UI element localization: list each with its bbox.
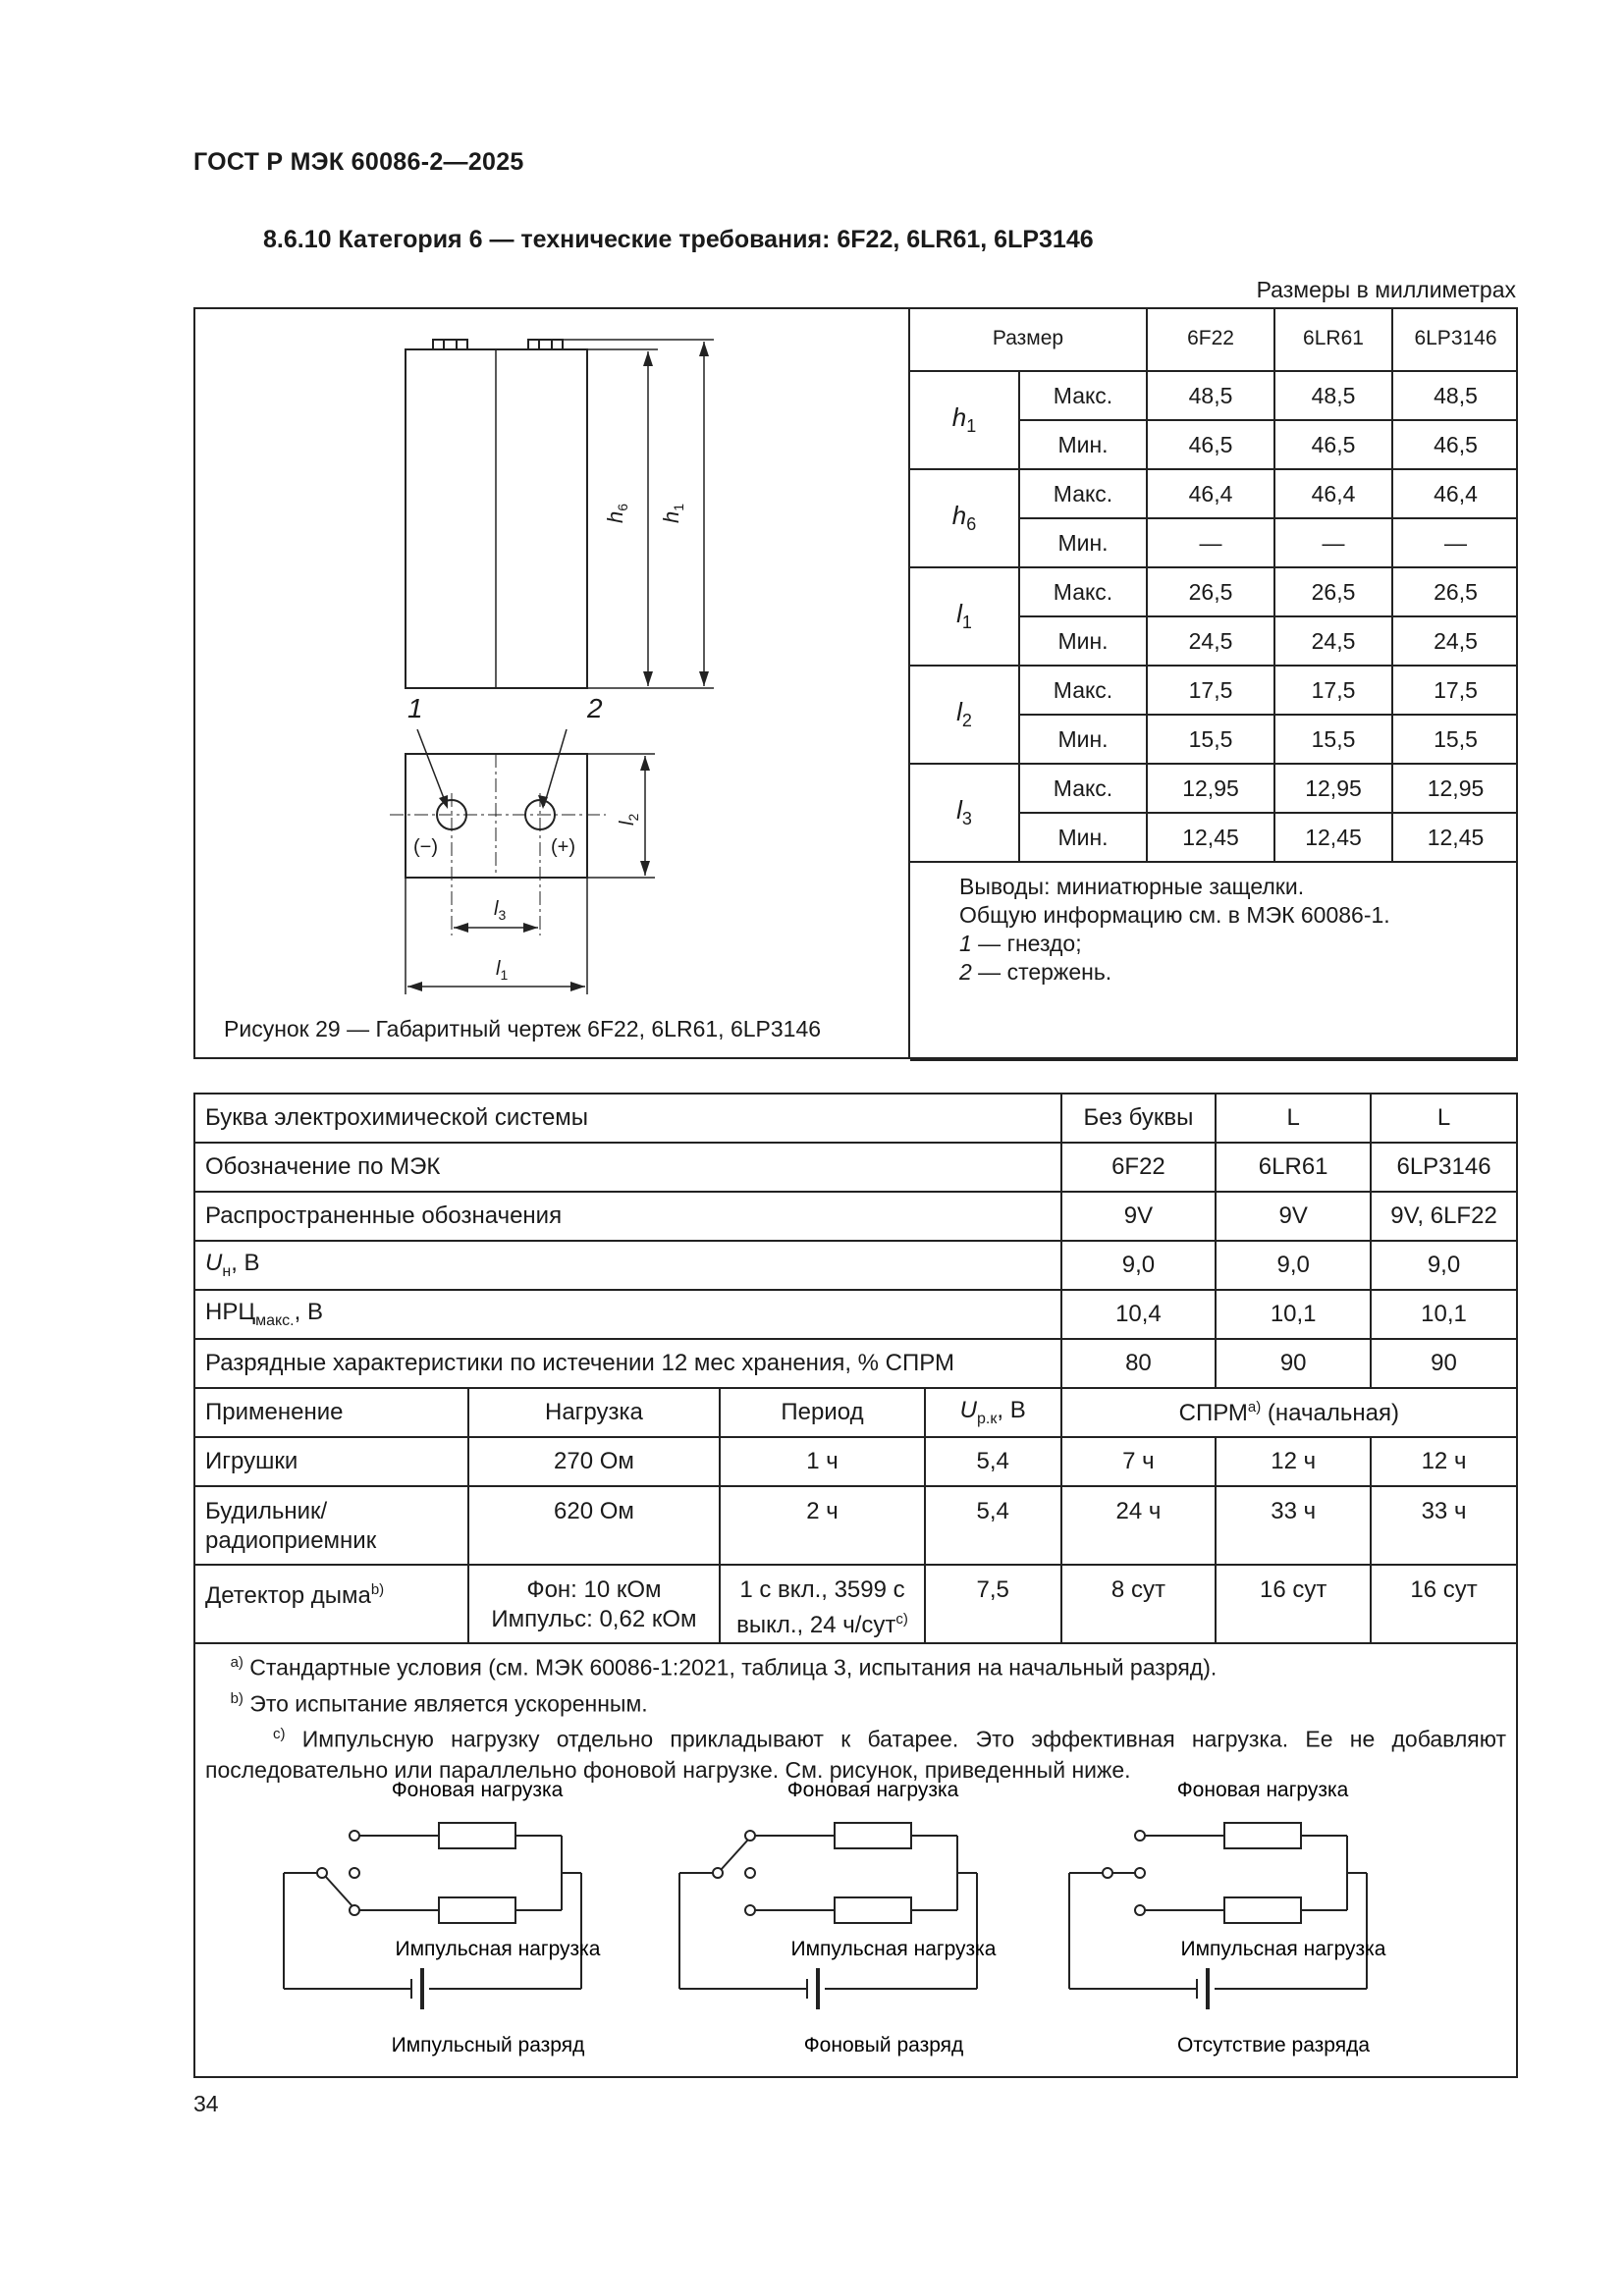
- dims-label-min: Мин.: [1019, 420, 1147, 469]
- value-cell: 9,0: [1216, 1241, 1371, 1290]
- dims-label-max: Макс.: [1019, 469, 1147, 518]
- dims-row-l1-max: [910, 567, 1518, 616]
- label-h1: $h_1$: [659, 503, 686, 523]
- application-alarm-clock: Будильник/ радиоприемник: [194, 1486, 468, 1565]
- dims-cell: 46,4: [1147, 469, 1274, 518]
- value-cell: 9V: [1061, 1192, 1217, 1241]
- sprm-cell: 12 ч: [1371, 1437, 1517, 1486]
- label-terminal-1: 1: [407, 693, 423, 723]
- value-cell: 10,1: [1371, 1290, 1517, 1339]
- row-subheader: [194, 1388, 1517, 1437]
- dims-cell: 24,5: [1274, 616, 1392, 666]
- circuit-diagrams: [193, 1767, 1518, 2071]
- value-cell: Без буквы: [1061, 1094, 1217, 1143]
- value-cell: L: [1216, 1094, 1371, 1143]
- circuit-1-pulse-label: Импульсная нагрузка: [395, 1938, 601, 1960]
- circuit-pulse-discharge: [284, 1779, 601, 2056]
- sprm-cell: 16 сут: [1216, 1565, 1371, 1643]
- units-note: Размеры в миллиметрах: [1256, 277, 1516, 302]
- dims-symbol-l3: $l_3$: [910, 764, 1019, 862]
- value-cell: 6LP3146: [1371, 1143, 1517, 1192]
- dims-header-6lr61: 6LR61: [1274, 307, 1392, 371]
- dims-cell: 15,5: [1392, 715, 1518, 764]
- value-cell: 6F22: [1061, 1143, 1217, 1192]
- dims-header-6f22: 6F22: [1147, 307, 1274, 371]
- circuit-no-discharge: [1069, 1779, 1386, 2056]
- dims-cell: 12,45: [1274, 813, 1392, 862]
- value-cell: L: [1371, 1094, 1517, 1143]
- circuit-3-background-label: Фоновая нагрузка: [1176, 1779, 1349, 1801]
- dims-cell: 46,4: [1392, 469, 1518, 518]
- sprm-cell: 12 ч: [1216, 1437, 1371, 1486]
- label-electrochemical-letter: Буква электрохимической системы: [194, 1094, 1061, 1143]
- load-cell: Фон: 10 кОм Импульс: 0,62 кОм: [468, 1565, 721, 1643]
- value-cell: 10,1: [1216, 1290, 1371, 1339]
- dims-row-h1-max: [910, 371, 1518, 420]
- label-l3: $l_3$: [494, 898, 507, 923]
- circuit-2-pulse-label: Импульсная нагрузка: [790, 1938, 997, 1960]
- voltage-cell: 7,5: [925, 1565, 1061, 1643]
- dims-cell: 48,5: [1274, 371, 1392, 420]
- load-cell: 270 Ом: [468, 1437, 721, 1486]
- value-cell: 6LR61: [1216, 1143, 1371, 1192]
- value-cell: 9V, 6LF22: [1371, 1192, 1517, 1241]
- circuit-3-caption: Отсутствие разряда: [1176, 2034, 1371, 2056]
- sprm-cell: 24 ч: [1061, 1486, 1217, 1565]
- dims-cell: 12,45: [1147, 813, 1274, 862]
- dims-cell: 26,5: [1274, 567, 1392, 616]
- dims-cell: 12,95: [1147, 764, 1274, 813]
- dims-cell: 17,5: [1392, 666, 1518, 715]
- period-cell: 2 ч: [720, 1486, 925, 1565]
- dims-header-6lp3146: 6LP3146: [1392, 307, 1518, 371]
- period-cell: 1 ч: [720, 1437, 925, 1486]
- row-smoke-detector: [194, 1565, 1517, 1643]
- specification-table: [193, 1093, 1518, 1644]
- dims-cell: 12,45: [1392, 813, 1518, 862]
- label-max-ocv: $НРЦ_{макс.}$, В: [194, 1290, 1061, 1339]
- footnote-a: $^{а)}$ Стандартные условия (см. МЭК 60086-1:2021, таблица 3, испытания на начальный разряд).: [230, 1654, 1218, 1681]
- value-cell: 9,0: [1371, 1241, 1517, 1290]
- dims-cell: 17,5: [1147, 666, 1274, 715]
- sprm-cell: 16 сут: [1371, 1565, 1517, 1643]
- row-storage-discharge: [194, 1339, 1517, 1388]
- dims-cell: 46,5: [1274, 420, 1392, 469]
- value-cell: 9V: [1216, 1192, 1371, 1241]
- notes-line-general: Общую информацию см. в МЭК 60086-1.: [959, 902, 1390, 928]
- dimension-drawing: [193, 307, 910, 1059]
- doc-header: ГОСТ Р МЭК 60086-2—2025: [193, 148, 524, 176]
- dims-cell: 48,5: [1392, 371, 1518, 420]
- dims-header-size: Размер: [910, 307, 1147, 371]
- circuit-2-caption: Фоновый разряд: [803, 2034, 964, 2056]
- value-cell: 90: [1216, 1339, 1371, 1388]
- dims-symbol-l1: $l_1$: [910, 567, 1019, 666]
- dims-cell: 46,4: [1274, 469, 1392, 518]
- section-title: 8.6.10 Категория 6 — технические требования: 6F22, 6LR61, 6LP3146: [263, 226, 1094, 253]
- row-max-ocv: [194, 1290, 1517, 1339]
- label-h6: $h_6$: [603, 503, 630, 523]
- circuit-1-background-label: Фоновая нагрузка: [391, 1779, 564, 1801]
- dims-cell: 46,5: [1147, 420, 1274, 469]
- dims-label-max: Макс.: [1019, 764, 1147, 813]
- dims-cell: —: [1147, 518, 1274, 567]
- dims-cell: 26,5: [1147, 567, 1274, 616]
- dims-label-min: Мин.: [1019, 813, 1147, 862]
- row-alarm-clock: [194, 1486, 1517, 1565]
- circuit-1-caption: Импульсный разряд: [391, 2034, 585, 2056]
- label-terminal-2: 2: [587, 693, 603, 723]
- circuit-2-background-label: Фоновая нагрузка: [786, 1779, 959, 1801]
- header-period: Период: [720, 1388, 925, 1437]
- label-plus: (+): [551, 836, 575, 858]
- dims-row-l2-max: [910, 666, 1518, 715]
- dims-cell: 12,95: [1274, 764, 1392, 813]
- row-common-designations: [194, 1192, 1517, 1241]
- battery-drawing: [193, 307, 910, 1059]
- header-application: Применение: [194, 1388, 468, 1437]
- row-iec-designation: [194, 1143, 1517, 1192]
- sprm-cell: 7 ч: [1061, 1437, 1217, 1486]
- value-cell: 9,0: [1061, 1241, 1217, 1290]
- dims-symbol-l2: $l_2$: [910, 666, 1019, 764]
- label-iec-designation: Обозначение по МЭК: [194, 1143, 1061, 1192]
- footnote-b: $^{b)}$ Это испытание является ускоренным.: [230, 1689, 648, 1717]
- dims-row-l3-max: [910, 764, 1518, 813]
- figure-caption: Рисунок 29 — Габаритный чертеж 6F22, 6LR61, 6LP3146: [224, 1016, 822, 1041]
- circuit-background-discharge: [679, 1779, 997, 2056]
- sprm-cell: 33 ч: [1371, 1486, 1517, 1565]
- dims-cell: —: [1392, 518, 1518, 567]
- dims-symbol-h6: $h_6$: [910, 469, 1019, 567]
- label-l2: $l_2$: [617, 813, 641, 826]
- dims-notes-row: [910, 862, 1518, 1060]
- label-l1: $l_1$: [496, 958, 509, 983]
- label-nominal-voltage: $U_н$, В: [194, 1241, 1061, 1290]
- dimensions-table: [910, 307, 1518, 1061]
- row-nominal-voltage: [194, 1241, 1517, 1290]
- dims-cell: 17,5: [1274, 666, 1392, 715]
- row-electrochemical-letter: [194, 1094, 1517, 1143]
- dims-cell: 46,5: [1392, 420, 1518, 469]
- dims-label-min: Мин.: [1019, 715, 1147, 764]
- dims-label-max: Макс.: [1019, 567, 1147, 616]
- dims-cell: 26,5: [1392, 567, 1518, 616]
- dims-cell: 15,5: [1274, 715, 1392, 764]
- period-cell: 1 с вкл., 3599 с выкл., 24 ч/сут$^{c)}$: [720, 1565, 925, 1643]
- circuit-3-pulse-label: Импульсная нагрузка: [1180, 1938, 1386, 1960]
- notes-line-terminals: Выводы: миниатюрные защелки.: [959, 874, 1305, 899]
- value-cell: 90: [1371, 1339, 1517, 1388]
- value-cell: 10,4: [1061, 1290, 1217, 1339]
- sprm-cell: 8 сут: [1061, 1565, 1217, 1643]
- value-cell: 80: [1061, 1339, 1217, 1388]
- label-minus: (−): [413, 836, 438, 858]
- page-number: 34: [193, 2091, 219, 2116]
- dims-cell: 12,95: [1392, 764, 1518, 813]
- dims-notes: [910, 862, 1518, 1060]
- application-toys: Игрушки: [194, 1437, 468, 1486]
- header-sprm: $СПРМ^{а)}$ (начальная): [1061, 1388, 1517, 1437]
- dims-label-max: Макс.: [1019, 371, 1147, 420]
- label-storage-discharge: Разрядные характеристики по истечении 12 мес хранения, % СПРМ: [194, 1339, 1061, 1388]
- dims-cell: 48,5: [1147, 371, 1274, 420]
- dims-symbol-h1: $h_1$: [910, 371, 1019, 469]
- dims-header-row: [910, 307, 1518, 371]
- notes-line-key1: 1 — гнездо;: [959, 931, 1082, 956]
- header-end-voltage: $U_{р.к}$, В: [925, 1388, 1061, 1437]
- dims-label-min: Мин.: [1019, 518, 1147, 567]
- dims-label-min: Мин.: [1019, 616, 1147, 666]
- row-toys: [194, 1437, 1517, 1486]
- label-common-designations: Распространенные обозначения: [194, 1192, 1061, 1241]
- voltage-cell: 5,4: [925, 1437, 1061, 1486]
- footnotes: [205, 1647, 1506, 1786]
- dims-cell: 24,5: [1392, 616, 1518, 666]
- dims-cell: 24,5: [1147, 616, 1274, 666]
- application-smoke-detector: Детектор дыма$^{b)}$: [194, 1565, 468, 1643]
- dims-cell: —: [1274, 518, 1392, 567]
- dims-cell: 15,5: [1147, 715, 1274, 764]
- dims-row-h6-max: [910, 469, 1518, 518]
- voltage-cell: 5,4: [925, 1486, 1061, 1565]
- dims-label-max: Макс.: [1019, 666, 1147, 715]
- notes-line-key2: 2 — стержень.: [959, 959, 1112, 985]
- footnote-c: $^{c)}$ Импульсную нагрузку отдельно прикладывают к батарее. Это эффективная нагрузка. Ее не добавляют последовательно или параллельно фоновой нагрузке. См. рисунок, приведенный ниже.: [205, 1726, 1506, 1783]
- header-load: Нагрузка: [468, 1388, 721, 1437]
- sprm-cell: 33 ч: [1216, 1486, 1371, 1565]
- load-cell: 620 Ом: [468, 1486, 721, 1565]
